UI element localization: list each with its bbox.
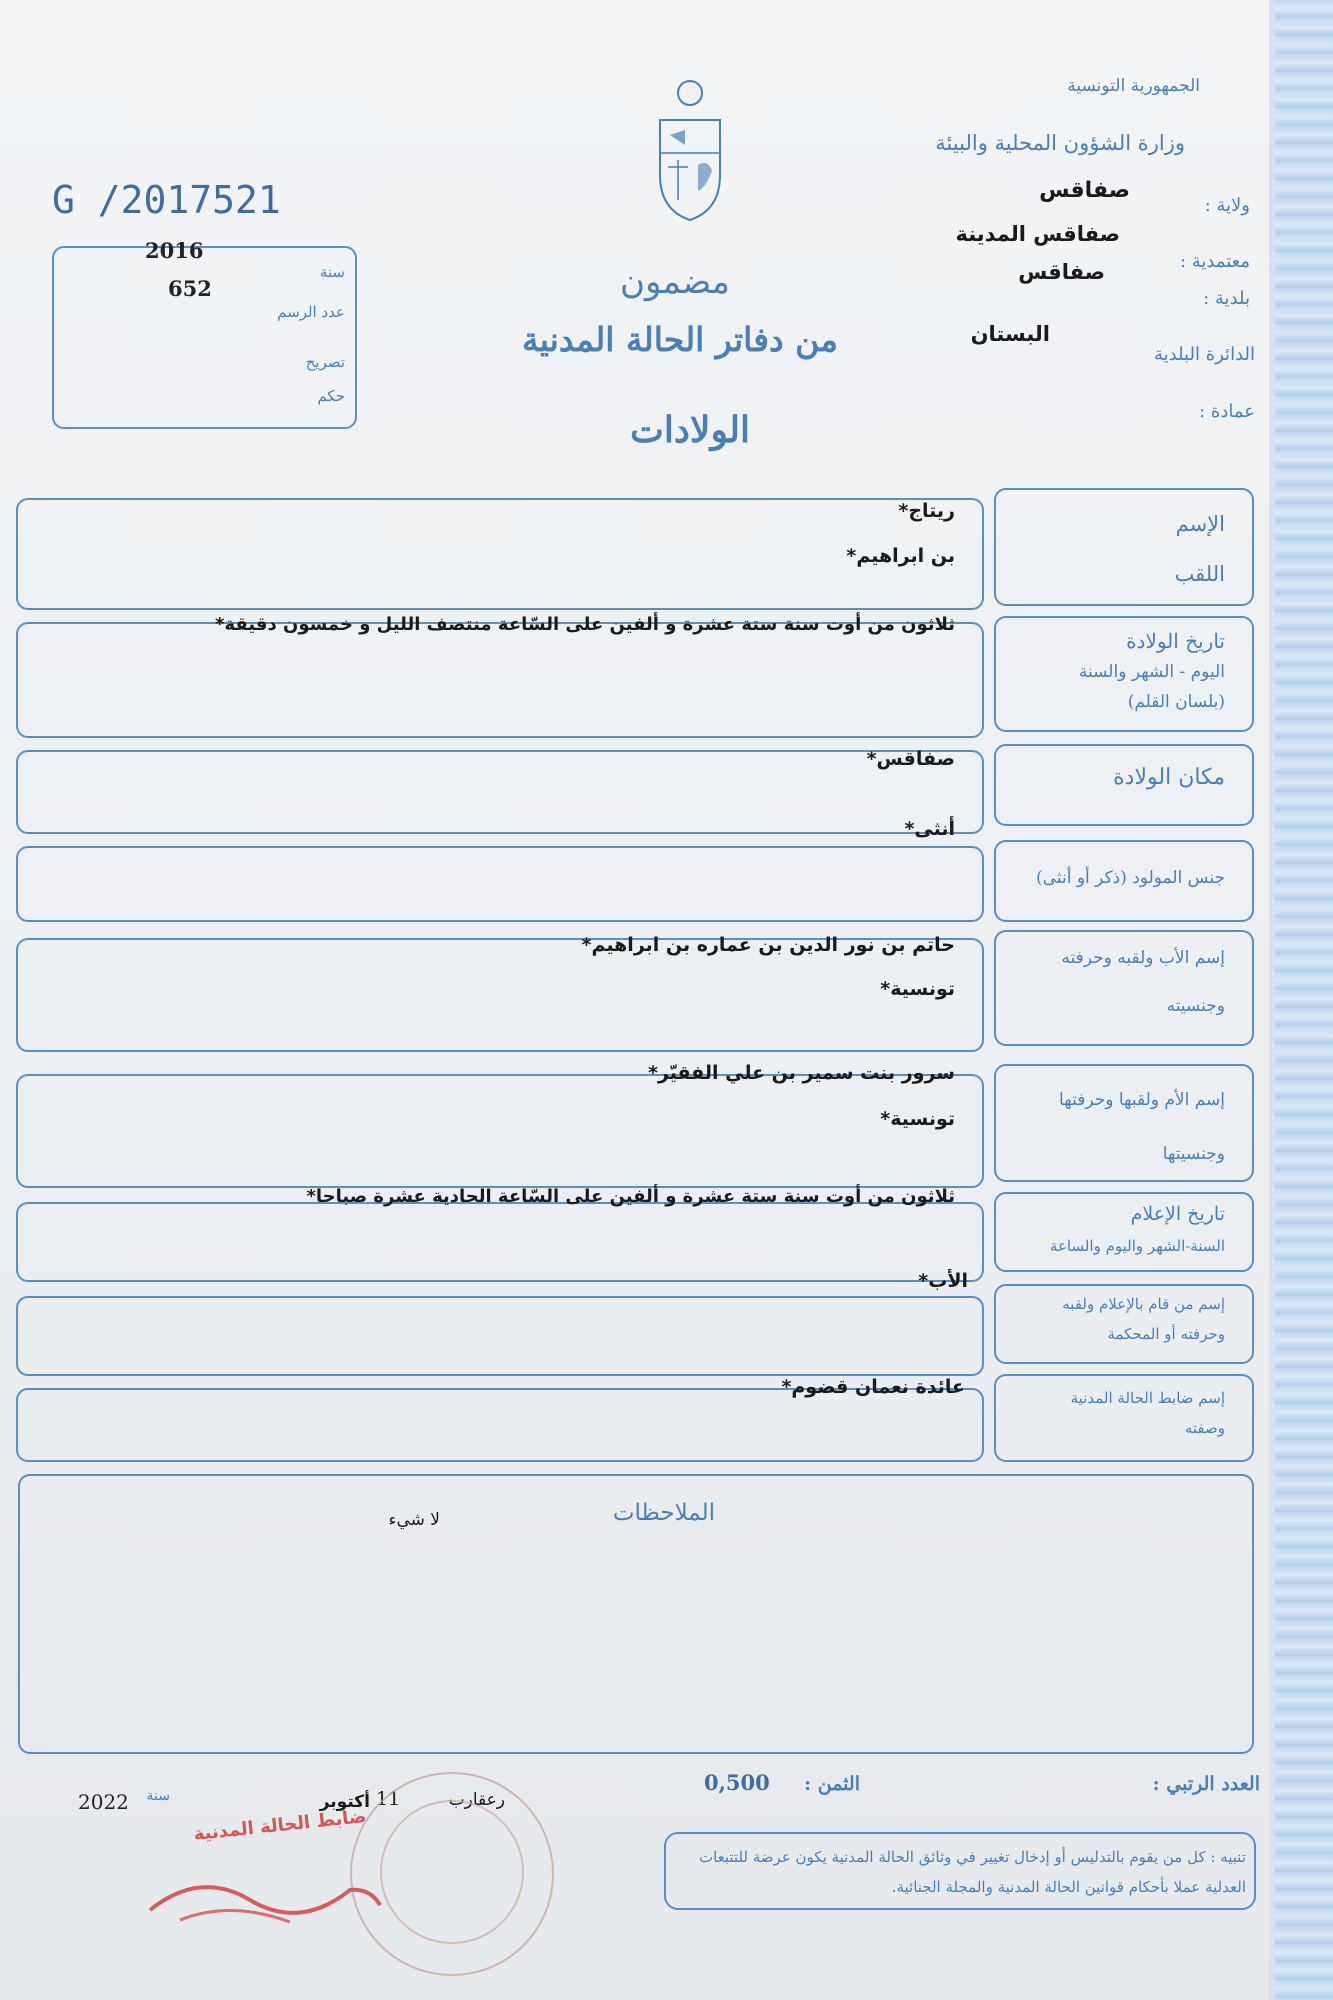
municipality-value: صفاقس	[1018, 260, 1105, 284]
field-father-label: إسم الأب ولقبه وحرفته	[1061, 948, 1225, 968]
field-birthdate-label: تاريخ الولادة	[1126, 629, 1225, 653]
field-mother-nationality-label: وجنسيتها	[1162, 1144, 1225, 1164]
register-number-value: 652	[168, 276, 212, 301]
title-line2: من دفاتر الحالة المدنية	[522, 320, 838, 359]
field-declaration-date-label: تاريخ الإعلام	[1130, 1203, 1225, 1225]
municipality-label: بلدية :	[1203, 288, 1250, 309]
field-value-box	[16, 1388, 984, 1462]
field-declarant-sub: وحرفته أو المحكمة	[1107, 1325, 1225, 1343]
field-name-value: ريتاج*	[898, 500, 955, 522]
district-label: الدائرة البلدية	[1153, 344, 1255, 365]
officer-stamp-text: ضابط الحالة المدنية	[192, 1805, 368, 1846]
footer-year-value: 2022	[78, 1790, 129, 1814]
field-value-box	[16, 622, 984, 738]
title-line1: مضمون	[620, 262, 730, 302]
field-value-box	[16, 1074, 984, 1188]
delegation-label: معتمدية :	[1179, 251, 1250, 272]
field-value-box	[16, 846, 984, 922]
footer-month: أكتوبر	[319, 1792, 370, 1812]
footer-year-label: سنة	[146, 1788, 170, 1804]
field-birthplace-value: صفاقس*	[866, 748, 955, 770]
field-declarant-label: إسم من قام بالإعلام ولقبه	[1062, 1295, 1225, 1313]
district-value: البستان	[970, 322, 1050, 346]
footer-day: 11	[376, 1788, 401, 1810]
register-number-label: عدد الرسم	[277, 303, 345, 321]
field-value-box	[16, 1296, 984, 1376]
field-birthdate-value: ثلاثون من أوت سنة ستة عشرة و ألفين على السّاعة منتصف الليل و خمسون دقيقة*	[215, 614, 955, 635]
governorate-value: صفاقس	[1039, 178, 1130, 203]
field-father-nationality-label: وجنسيته	[1166, 996, 1225, 1016]
field-birthplace-label: مكان الولادة	[1113, 765, 1225, 790]
republic-label: الجمهورية التونسية	[1067, 76, 1200, 96]
field-sex-label: جنس المولود (ذكر أو أنثى)	[1036, 868, 1225, 888]
footer-serial-label: العدد الرتبي :	[1152, 1773, 1260, 1795]
field-birthdate-sub: اليوم - الشهر والسنة	[1078, 662, 1225, 682]
omada-label: عمادة :	[1199, 401, 1255, 422]
field-declaration-date-sub: السنة-الشهر واليوم والساعة	[1049, 1237, 1225, 1255]
field-declarant-value: الأب*	[918, 1270, 968, 1292]
field-officer-sub: وصفته	[1184, 1419, 1225, 1437]
field-mother-label: إسم الأم ولقبها وحرفتها	[1059, 1090, 1225, 1110]
footer-place: رعقارب	[448, 1790, 505, 1810]
notice-text: تنبيه : كل من يقوم بالتدليس أو إدخال تغيير في وثائق الحالة المدنية يكون عرضة للتتبعات العدلية عملا بأحكام قوانين الحالة المدنية والمجلة الجنائية.	[698, 1848, 1246, 1896]
field-mother-nationality-value: تونسية*	[880, 1108, 955, 1130]
remarks-value: لا شيء	[388, 1510, 440, 1530]
field-name-label: الإسم	[1175, 512, 1225, 536]
field-officer-value: عائدة نعمان قضوم*	[781, 1376, 965, 1398]
field-label-box	[994, 488, 1254, 606]
delegation-value: صفاقس المدينة	[955, 222, 1120, 246]
field-sex-value: أنثى*	[904, 818, 955, 840]
field-father-value: حاتم بن نور الدين بن عماره بن ابراهيم*	[581, 934, 955, 956]
remarks-label: الملاحظات	[612, 1500, 715, 1526]
field-father-nationality-value: تونسية*	[880, 978, 955, 1000]
footer-price-value: 0,500	[704, 1770, 770, 1795]
field-declaration-date-value: ثلاثون من أوت سنة ستة عشرة و ألفين على السّاعة الحادية عشرة صباحا*	[306, 1186, 955, 1207]
field-birthdate-note: (بلسان القلم)	[1127, 692, 1225, 712]
register-declaration-label: تصريح	[305, 353, 345, 371]
security-border	[1275, 0, 1333, 2000]
field-surname-value: بن ابراهيم*	[846, 545, 955, 567]
register-year-label: سنة	[319, 263, 345, 281]
field-surname-label: اللقب	[1174, 562, 1225, 586]
title-line3: الولادات	[629, 409, 751, 451]
serial-number: G /2017521	[52, 178, 281, 222]
signature-icon	[140, 1860, 390, 1940]
governorate-label: ولاية :	[1204, 195, 1250, 216]
ministry-label: وزارة الشؤون المحلية والبيئة	[935, 131, 1185, 155]
footer-price-label: الثمن :	[804, 1773, 860, 1795]
register-judgment-label: حكم	[317, 387, 345, 405]
field-mother-value: سرور بنت سمير بن علي الفقيّر*	[647, 1062, 955, 1084]
field-officer-label: إسم ضابط الحالة المدنية	[1070, 1389, 1225, 1407]
coat-of-arms-icon	[640, 75, 740, 225]
register-year-value: 2016	[145, 238, 204, 263]
